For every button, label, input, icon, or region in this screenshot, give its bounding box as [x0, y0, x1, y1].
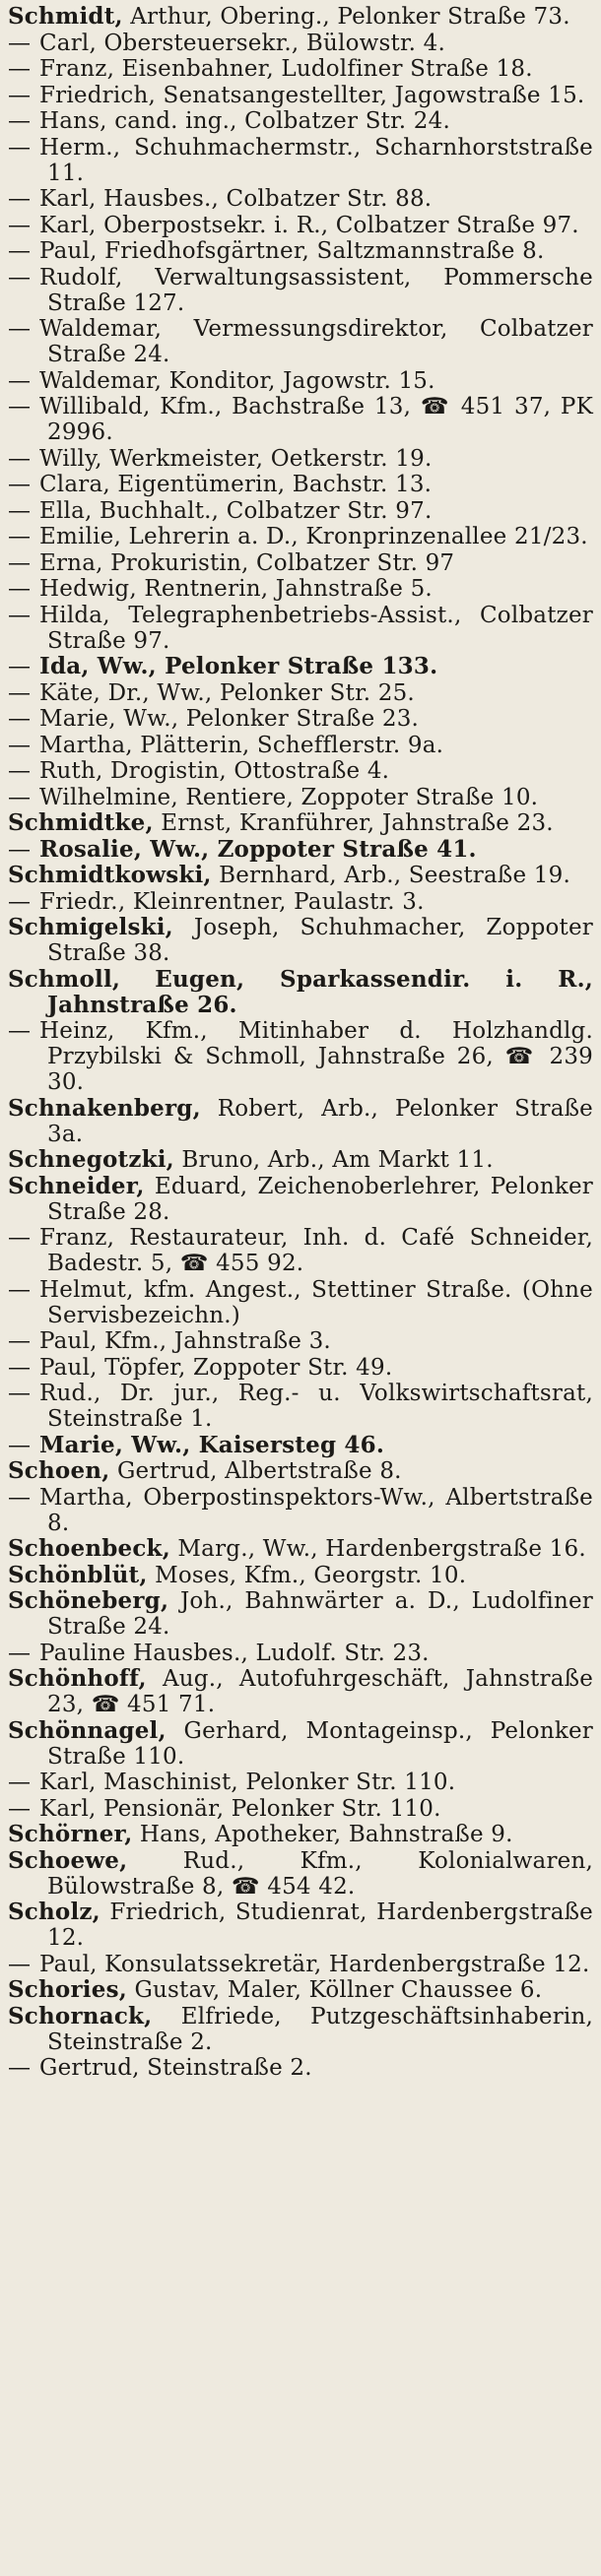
directory-entry: [8, 837, 593, 863]
entry-text: Marie, Ww., Pelonker Straße 23.: [39, 706, 420, 732]
entry-text: Franz, Restaurateur, Inh. d. Café Schneider, Badestr. 5, ☎ 455 92.: [39, 1225, 593, 1276]
entry-dash: —: [8, 238, 32, 264]
entry-text: Clara, Eigentümerin, Bachstr. 13.: [39, 472, 433, 497]
directory-entry: [8, 1018, 593, 1095]
entry-text: Waldemar, Konditor, Jagowstr. 15.: [39, 367, 435, 394]
entry-text: Marg., Ww., Hardenbergstraße 16.: [177, 1536, 586, 1562]
entry-dash: —: [8, 549, 32, 576]
directory-entry: [8, 446, 593, 472]
entry-dash: —: [8, 602, 32, 628]
entry-dash: —: [8, 264, 32, 290]
directory-entry: [8, 863, 593, 888]
entry-text: Ruth, Drogistin, Ottostraße 4.: [39, 758, 390, 784]
entry-dash: —: [8, 1770, 32, 1795]
entry-dash: —: [8, 212, 32, 238]
entry-dash: —: [8, 1354, 32, 1381]
directory-entry: [8, 31, 593, 56]
entry-text: Karl, Oberpostsekr. i. R., Colbatzer Straße 97.: [39, 212, 579, 238]
entry-dash: —: [8, 836, 32, 863]
directory-entry: [8, 265, 593, 316]
entry-text: Paul, Konsulatssekretär, Hardenbergstraße 12.: [39, 1951, 590, 1977]
directory-entry: [8, 1096, 593, 1147]
directory-entry: [8, 472, 593, 497]
entry-text: Eugen, Sparkassendir. i. R., Jahnstraße 26.: [47, 965, 593, 1018]
entry-dash: —: [8, 1795, 32, 1822]
entry-dash: —: [8, 82, 32, 108]
entry-surname: Schönblüt,: [8, 1561, 148, 1588]
entry-text: Martha, Plätterin, Schefflerstr. 9a.: [39, 732, 444, 758]
entry-surname: Scholz,: [8, 1899, 100, 1925]
entry-text: Arthur, Obering., Pelonker Straße 73.: [130, 4, 570, 30]
directory-entry: [8, 1900, 593, 1951]
entry-surname: Schornack,: [8, 2002, 153, 2029]
entry-surname: Schoen,: [8, 1457, 110, 1484]
entry-dash: —: [8, 524, 32, 549]
entry-surname: Schoenbeck,: [8, 1535, 170, 1562]
entry-text: Gertrud, Steinstraße 2.: [39, 2055, 312, 2081]
entry-dash: —: [8, 1484, 32, 1511]
directory-entry: [8, 2004, 593, 2055]
entry-text: Gertrud, Albertstraße 8.: [116, 1458, 402, 1484]
directory-entry: [8, 654, 593, 679]
directory-entry: [8, 498, 593, 524]
entry-text: Paul, Friedhofsgärtner, Saltzmannstraße 8.: [39, 238, 545, 264]
entry-surname: Schmigelski,: [8, 914, 173, 940]
directory-entry: [8, 967, 593, 1018]
entry-text: Joseph, Schuhmacher, Zoppoter Straße 38.: [47, 915, 593, 966]
entry-text: Gustav, Maler, Köllner Chaussee 6.: [134, 1977, 543, 2003]
directory-entry: [8, 1355, 593, 1381]
entry-dash: —: [8, 56, 32, 82]
entry-text: Karl, Hausbes., Colbatzer Str. 88.: [39, 186, 433, 212]
entry-dash: —: [8, 1432, 32, 1458]
entry-dash: —: [8, 1951, 32, 1977]
entry-dash: —: [8, 679, 32, 706]
entry-text: Bernhard, Arb., Seestraße 19.: [219, 863, 570, 888]
entry-text: Herm., Schuhmachermstr., Scharnhorststraße 11.: [39, 134, 593, 186]
directory-entry: [8, 810, 593, 836]
entry-dash: —: [8, 186, 32, 212]
entry-surname: Schmidtkowski,: [8, 862, 212, 888]
entry-text: Friedrich, Senatsangestellter, Jagowstraße 15.: [39, 82, 585, 108]
entry-text: Hans, cand. ing., Colbatzer Str. 24.: [39, 108, 450, 134]
entry-dash: —: [8, 108, 32, 134]
directory-entry: [8, 83, 593, 108]
entry-dash: —: [8, 888, 32, 915]
entry-text: Wilhelmine, Rentiere, Zoppoter Straße 10.: [39, 784, 539, 810]
entry-dash: —: [8, 1328, 32, 1354]
entry-dash: —: [8, 2055, 32, 2081]
entry-dash: —: [8, 1225, 32, 1251]
directory-entry: [8, 1822, 593, 1847]
entry-dash: —: [8, 30, 32, 56]
entry-text: Gerhard, Montageinsp., Pelonker Straße 110.: [47, 1717, 593, 1770]
entry-surname: Schoewe,: [8, 1846, 128, 1874]
directory-entry: [8, 1147, 593, 1173]
entry-surname: Schönhoff,: [8, 1665, 147, 1692]
directory-entry: [8, 524, 593, 549]
directory-entry: [8, 603, 593, 654]
directory-entry: [8, 186, 593, 212]
directory-entry: [8, 135, 593, 186]
entry-dash: —: [8, 576, 32, 602]
directory-entry: [8, 1328, 593, 1354]
directory-entry: [8, 889, 593, 915]
entry-dash: —: [8, 134, 32, 161]
entry-text: Ida, Ww., Pelonker Straße 133.: [39, 653, 438, 679]
directory-entry: [8, 2055, 593, 2081]
directory-entry: [8, 1952, 593, 1977]
entry-text: Ella, Buchhalt., Colbatzer Str. 97.: [39, 497, 433, 524]
directory-entry: [8, 550, 593, 576]
entry-dash: —: [8, 706, 32, 732]
entry-dash: —: [8, 732, 32, 758]
entry-text: Ernst, Kranführer, Jahnstraße 23.: [161, 810, 554, 836]
entry-text: Moses, Kfm., Georgstr. 10.: [155, 1562, 467, 1588]
entry-surname: Schönnagel,: [8, 1716, 167, 1744]
directory-entry: [8, 680, 593, 706]
entry-surname: Schmidt,: [8, 3, 123, 30]
entry-text: Paul, Töpfer, Zoppoter Str. 49.: [39, 1354, 393, 1381]
directory-entry: [8, 1977, 593, 2003]
entry-text: Heinz, Kfm., Mitinhaber d. Holzhandlg. Przybilski & Schmoll, Jahnstraße 26, ☎ 239 30.: [39, 1018, 593, 1095]
entry-text: Franz, Eisenbahner, Ludolfiner Straße 18.: [39, 56, 533, 82]
directory-entry: [8, 733, 593, 758]
entry-text: Hans, Apotheker, Bahnstraße 9.: [139, 1822, 513, 1847]
entry-dash: —: [8, 445, 32, 472]
entry-surname: Schnakenberg,: [8, 1094, 201, 1122]
directory-entry: [8, 915, 593, 966]
entry-dash: —: [8, 758, 32, 784]
entry-text: Hedwig, Rentnerin, Jahnstraße 5.: [39, 576, 433, 602]
directory-entry: [8, 785, 593, 810]
entry-text: Rud., Kfm., Kolonialwaren, Bülowstraße 8, ☎ 454 42.: [47, 1847, 593, 1900]
entry-text: Pauline Hausbes., Ludolf. Str. 23.: [39, 1640, 430, 1666]
directory-entry: [8, 706, 593, 732]
entry-dash: —: [8, 1381, 32, 1406]
entry-text: Erna, Prokuristin, Colbatzer Str. 97: [39, 549, 455, 576]
entry-text: Hilda, Telegraphenbetriebs-Assist., Colbatzer Straße 97.: [39, 602, 593, 654]
directory-entry: [8, 108, 593, 134]
directory-entry: [8, 238, 593, 264]
directory-entry: [8, 1174, 593, 1225]
entry-dash: —: [8, 1018, 32, 1044]
entry-text: Willy, Werkmeister, Oetkerstr. 19.: [39, 445, 433, 472]
directory-entry: [8, 576, 593, 602]
entry-surname: Schmidtke,: [8, 809, 154, 836]
directory-entry: [8, 368, 593, 394]
entry-text: Paul, Kfm., Jahnstraße 3.: [39, 1328, 331, 1354]
entry-text: Friedrich, Studienrat, Hardenbergstraße 12.: [47, 1900, 593, 1951]
entry-dash: —: [8, 654, 32, 679]
entry-text: Elfriede, Putzgeschäftsinhaberin, Steinstraße 2.: [47, 2003, 594, 2055]
entry-dash: —: [8, 497, 32, 524]
entry-text: Rosalie, Ww., Zoppoter Straße 41.: [39, 835, 477, 863]
entry-text: Bruno, Arb., Am Markt 11.: [181, 1147, 494, 1173]
entry-text: Aug., Autofuhrgeschäft, Jahnstraße 23, ☎ 451 71.: [47, 1666, 594, 1717]
directory-entry: [8, 213, 593, 238]
entry-text: Joh., Bahnwärter a. D., Ludolfiner Straße 24.: [47, 1588, 593, 1640]
entry-dash: —: [8, 316, 32, 342]
entry-dash: —: [8, 784, 32, 810]
directory-entry: [8, 1485, 593, 1536]
entry-text: Robert, Arb., Pelonker Straße 3a.: [47, 1095, 593, 1147]
entry-text: Martha, Oberpostinspektors-Ww., Albertstraße 8.: [39, 1484, 593, 1536]
entry-text: Karl, Pensionär, Pelonker Str. 110.: [39, 1795, 441, 1822]
entry-text: Rudolf, Verwaltungsassistent, Pommersche Straße 127.: [39, 264, 593, 316]
entry-text: Käte, Dr., Ww., Pelonker Str. 25.: [39, 679, 415, 706]
entry-dash: —: [8, 1276, 32, 1303]
directory-entry: [8, 1277, 593, 1328]
directory-entry: [8, 316, 593, 367]
entry-text: Karl, Maschinist, Pelonker Str. 110.: [39, 1770, 456, 1795]
directory-entry: [8, 4, 593, 30]
entry-text: Eduard, Zeichenoberlehrer, Pelonker Straße 28.: [47, 1173, 593, 1225]
directory-entry: [8, 394, 593, 445]
entry-dash: —: [8, 394, 32, 419]
entry-text: Rud., Dr. jur., Reg.- u. Volkswirtschaftsrat, Steinstraße 1.: [39, 1381, 593, 1432]
entry-text: Carl, Obersteuersekr., Bülowstr. 4.: [39, 30, 445, 56]
entry-surname: Schories,: [8, 1976, 127, 2003]
entry-dash: —: [8, 1640, 32, 1666]
directory-entry: [8, 56, 593, 82]
entry-text: Helmut, kfm. Angest., Stettiner Straße. (Ohne Servisbezeichn.): [39, 1276, 593, 1328]
entry-surname: Schnegotzki,: [8, 1146, 174, 1173]
entry-dash: —: [8, 472, 32, 497]
directory-entry: [8, 1848, 593, 1900]
directory-entry: [8, 1796, 593, 1822]
entry-text: Marie, Ww., Kaisersteg 46.: [39, 1431, 385, 1458]
entry-dash: —: [8, 367, 32, 394]
entry-surname: Schöneberg,: [8, 1587, 169, 1614]
directory-entry: [8, 1225, 593, 1276]
directory-entry: [8, 1563, 593, 1588]
directory-entry: [8, 1718, 593, 1770]
entry-surname: Schneider,: [8, 1172, 145, 1199]
entry-text: Emilie, Lehrerin a. D., Kronprinzenallee 21/23.: [39, 524, 588, 549]
entry-surname: Schmoll,: [8, 965, 121, 993]
entry-text: Friedr., Kleinrentner, Paulastr. 3.: [39, 888, 425, 915]
entry-surname: Schörner,: [8, 1821, 133, 1847]
directory-entry: [8, 758, 593, 784]
directory-entry: [8, 1641, 593, 1666]
directory-entry: [8, 1666, 593, 1717]
entry-text: Willibald, Kfm., Bachstraße 13, ☎ 451 37, PK 2996.: [39, 394, 593, 445]
directory-entry: [8, 1458, 593, 1484]
directory-entry: [8, 1588, 593, 1640]
directory-entry: [8, 1536, 593, 1562]
directory-entry: [8, 1381, 593, 1432]
directory-entry: [8, 1770, 593, 1795]
entry-text: Waldemar, Vermessungsdirektor, Colbatzer Straße 24.: [39, 316, 593, 367]
directory-entry: [8, 1433, 593, 1458]
